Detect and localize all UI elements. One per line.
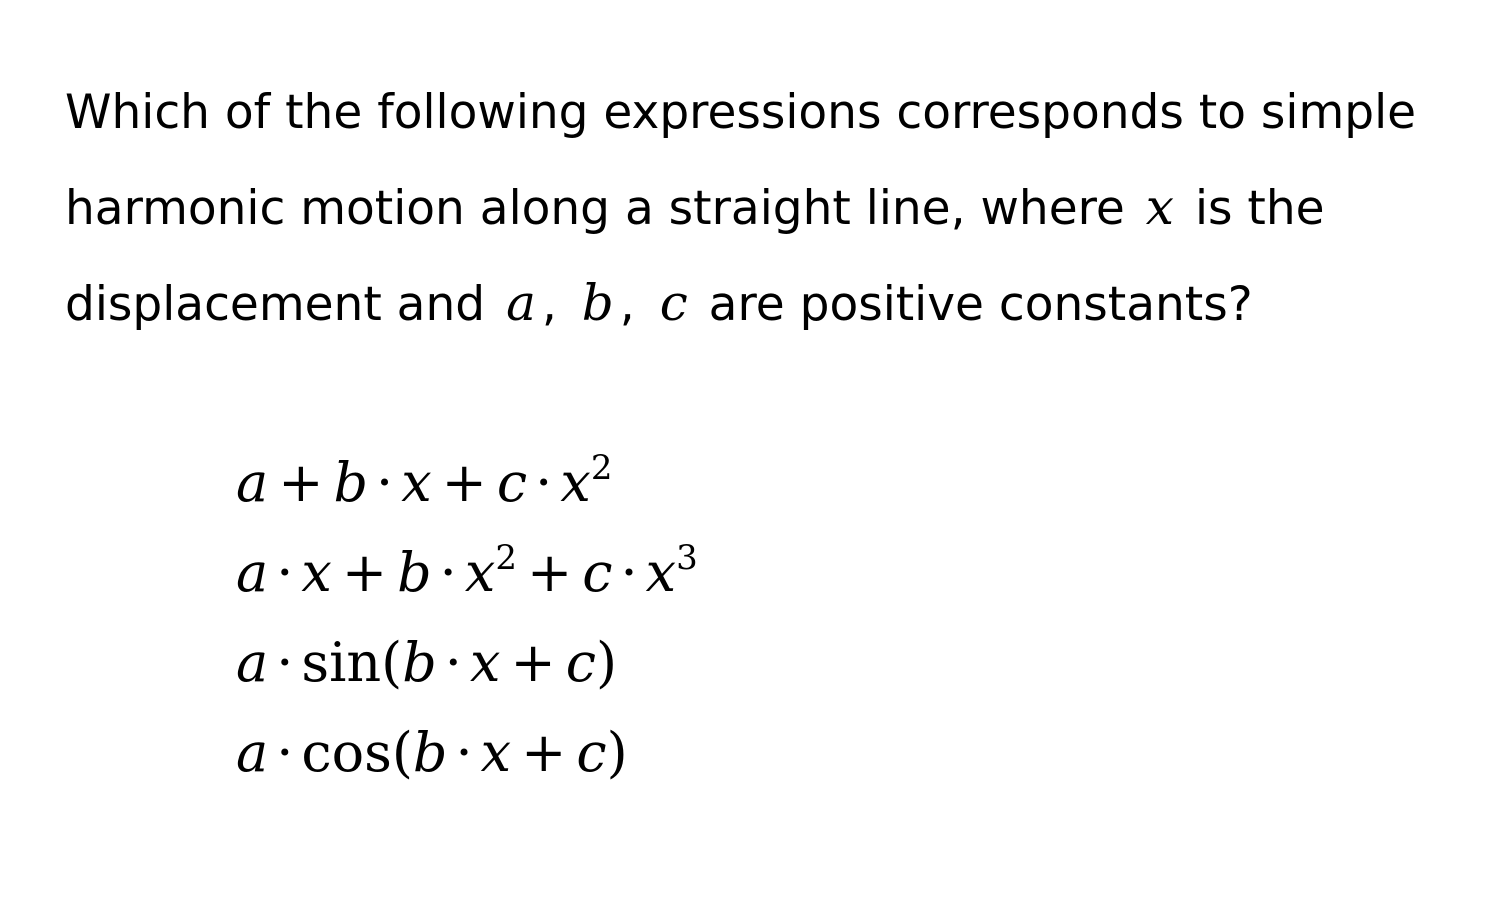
exponent: 2	[590, 448, 613, 488]
term: b	[333, 451, 369, 514]
operator: ·	[376, 451, 394, 514]
option-3[interactable]	[236, 618, 698, 708]
question-part-1: Which of the following expressions corresponds to simple harmonic motion along a straight line, where	[65, 85, 1417, 236]
operator: +	[521, 721, 567, 784]
variable-a: a	[506, 274, 536, 332]
term: a	[236, 721, 269, 784]
question-part-3: are positive constants?	[708, 277, 1253, 332]
operator: +	[278, 451, 324, 514]
operator: ·	[444, 631, 462, 694]
term: b	[412, 721, 448, 784]
operator: +	[526, 541, 573, 604]
operator: +	[510, 631, 556, 694]
operator: +	[441, 451, 487, 514]
operator: +	[341, 541, 388, 604]
separator: ,	[619, 277, 635, 332]
option-2[interactable]	[236, 528, 698, 618]
separator: ,	[541, 277, 557, 332]
question-part-2: is the displacement and	[65, 181, 1325, 332]
term: x	[464, 541, 496, 604]
operator: ·	[455, 721, 473, 784]
option-4[interactable]	[236, 708, 698, 798]
paren-close: )	[606, 721, 628, 784]
operator: ·	[620, 541, 638, 604]
operator: ·	[276, 541, 294, 604]
exponent: 2	[495, 538, 517, 578]
term: b	[397, 541, 432, 604]
function-name: cos	[301, 721, 392, 784]
paren-open: (	[381, 631, 403, 694]
operator: ·	[276, 631, 294, 694]
term: x	[480, 721, 512, 784]
term: c	[565, 631, 596, 694]
exponent: 3	[676, 538, 698, 578]
option-1[interactable]	[236, 438, 698, 528]
variable-c: c	[659, 274, 688, 332]
operator: ·	[535, 451, 553, 514]
paren-close: )	[595, 631, 618, 694]
term: a	[236, 631, 269, 694]
paren-open: (	[391, 721, 413, 784]
question-text	[65, 66, 1445, 352]
term: a	[236, 541, 269, 604]
answer-options	[236, 438, 698, 798]
variable-b: b	[581, 274, 614, 332]
term: c	[582, 541, 613, 604]
term: c	[496, 451, 528, 514]
term: x	[401, 451, 432, 514]
term: x	[469, 631, 501, 694]
term: a	[236, 451, 269, 514]
variable-x: x	[1145, 178, 1174, 236]
term: x	[301, 541, 332, 604]
term: c	[576, 721, 607, 784]
function-name: sin	[301, 631, 382, 694]
operator: ·	[276, 721, 294, 784]
term: x	[645, 541, 677, 604]
term: x	[560, 451, 591, 514]
term: b	[402, 631, 437, 694]
operator: ·	[439, 541, 457, 604]
